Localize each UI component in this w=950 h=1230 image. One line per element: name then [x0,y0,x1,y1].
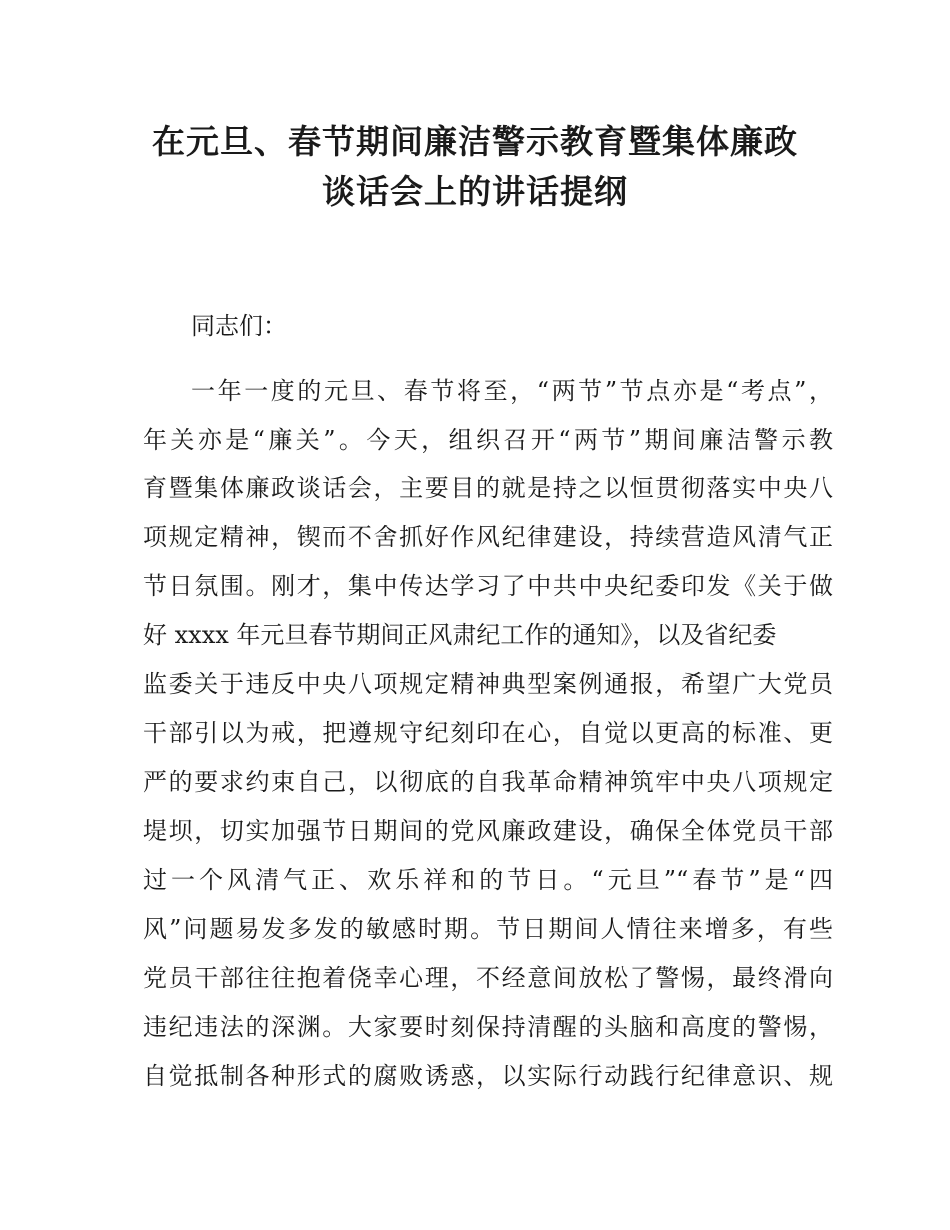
salutation: 同志们： [191,312,287,340]
paragraph-line: 堤坝，切实加强节日期间的党风廉政建设，确保全体党员干部 [143,817,833,845]
paragraph-line: 一年一度的元旦、春节将至，“两节”节点亦是“考点”， [191,377,833,405]
document-title-line-2: 谈话会上的讲话提纲 [322,172,628,211]
paragraph-line: 监委关于违反中央八项规定精神典型案例通报，希望广大党员 [143,670,833,698]
paragraph-line: 好 xxxx 年元旦春节期间正风肃纪工作的通知》，以及省纪委 [143,621,777,649]
paragraph-line: 项规定精神，锲而不舍抓好作风纪律建设，持续营造风清气正 [143,523,833,551]
paragraph-line: 年关亦是“廉关”。今天，组织召开“两节”期间廉洁警示教 [143,426,833,454]
paragraph-line: 节日氛围。刚才，集中传达学习了中共中央纪委印发《关于做 [143,572,833,600]
document-title-line-1: 在元旦、春节期间廉洁警示教育暨集体廉政 [152,122,798,161]
paragraph-line: 自觉抵制各种形式的腐败诱惑，以实际行动践行纪律意识、规 [143,1062,833,1090]
paragraph-line: 党员干部往往抱着侥幸心理，不经意间放松了警惕，最终滑向 [143,964,833,992]
paragraph-line: 严的要求约束自己，以彻底的自我革命精神筑牢中央八项规定 [143,768,833,796]
paragraph-line: 违纪违法的深渊。大家要时刻保持清醒的头脑和高度的警惕， [143,1013,833,1041]
paragraph-line: 干部引以为戒，把遵规守纪刻印在心，自觉以更高的标准、更 [143,719,833,747]
paragraph-line: 风”问题易发多发的敏感时期。节日期间人情往来增多，有些 [143,915,833,943]
paragraph-line: 过一个风清气正、欢乐祥和的节日。“元旦”“春节”是“四 [143,866,833,894]
paragraph-line: 育暨集体廉政谈话会，主要目的就是持之以恒贯彻落实中央八 [143,474,833,502]
